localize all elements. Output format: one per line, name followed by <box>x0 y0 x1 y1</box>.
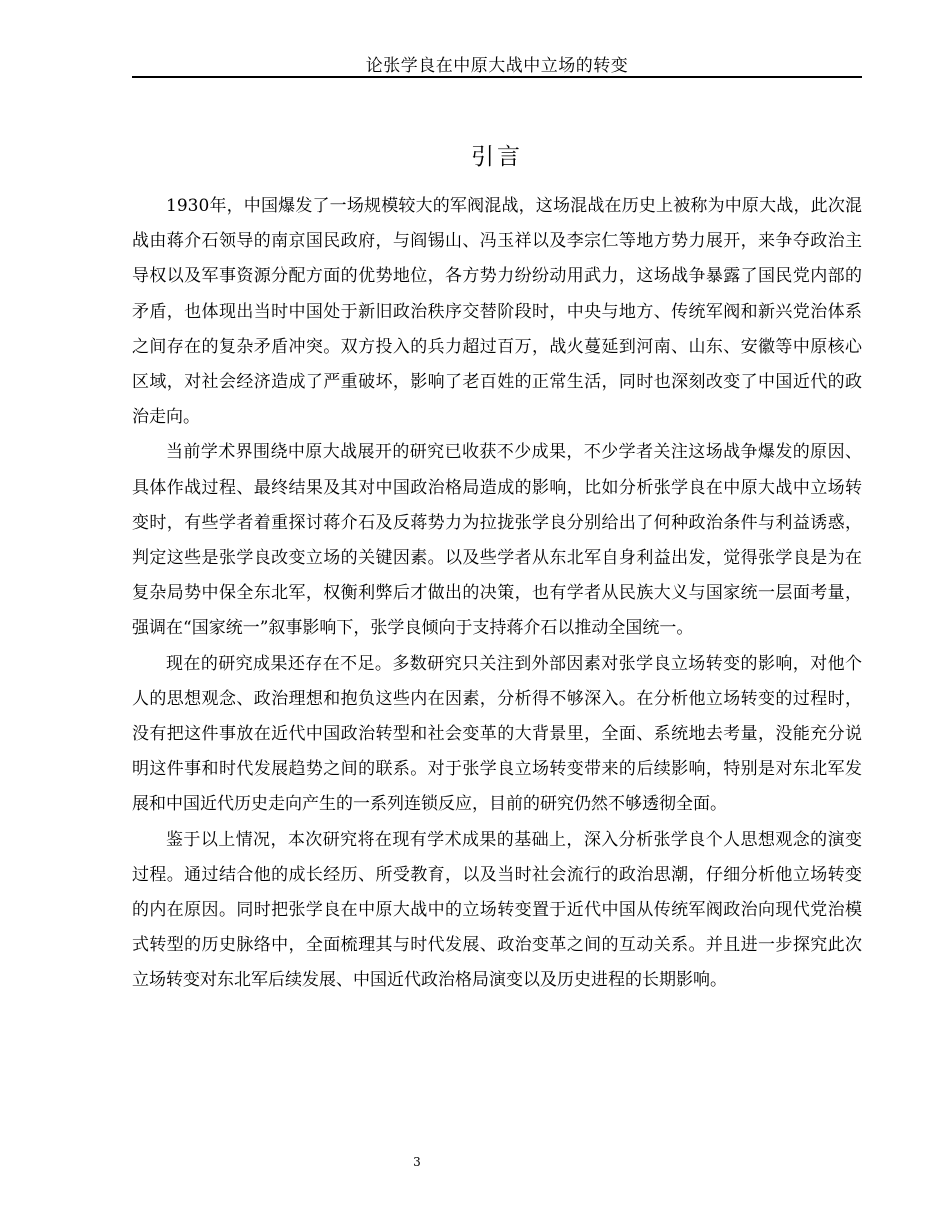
running-header-title: 论张学良在中原大战中立场的转变 <box>365 56 629 76</box>
section-title: 引言 <box>471 144 523 170</box>
body-text <box>132 189 862 999</box>
paragraph: 现在的研究成果还存在不足。多数研究只关注到外部因素对张学良立场转变的影响，对他个人的思想观念、政治理想和抱负这些内在因素，分析得不够深入。在分析他立场转变的过程时，没有把这件事放在近代中国政治转型和社会变革的大背景里，全面、系统地去考量，没能充分说明这件事和时代发展趋势之间的联系。对于张学良立场转变带来的后续影响，特别是对东北军发展和中国近代历史走向产生的一系列连锁反应，目前的研究仍然不够透彻全面。 <box>132 653 862 815</box>
page-number: 3 <box>413 1155 421 1169</box>
paragraph: 鉴于以上情况，本次研究将在现有学术成果的基础上，深入分析张学良个人思想观念的演变过程。通过结合他的成长经历、所受教育，以及当时社会流行的政治思潮，仔细分析他立场转变的内在原因。同时把张学良在中原大战中的立场转变置于近代中国从传统军阀政治向现代党治模式转型的历史脉络中，全面梳理其与时代发展、政治变革之间的互动关系。并且进一步探究此次立场转变对东北军后续发展、中国近代政治格局演变以及历史进程的长期影响。 <box>132 829 862 991</box>
paragraph: 1930年，中国爆发了一场规模较大的军阀混战，这场混战在历史上被称为中原大战，此次混战由蒋介石领导的南京国民政府，与阎锡山、冯玉祥以及李宗仁等地方势力展开，来争夺政治主导权以及军事资源分配方面的优势地位，各方势力纷纷动用武力，这场战争暴露了国民党内部的矛盾，也体现出当时中国处于新旧政治秩序交替阶段时，中央与地方、传统军阀和新兴党治体系之间存在的复杂矛盾冲突。双方投入的兵力超过百万，战火蔓延到河南、山东、安徽等中原核心区域，对社会经济造成了严重破坏，影响了老百姓的正常生活，同时也深刻改变了中国近代的政治走向。 <box>132 196 862 428</box>
header-rule <box>132 76 862 78</box>
paragraph: 当前学术界围绕中原大战展开的研究已收获不少成果，不少学者关注这场战争爆发的原因、具体作战过程、最终结果及其对中国政治格局造成的影响，比如分析张学良在中原大战中立场转变时，有些学者着重探讨蒋介石及反蒋势力为拉拢张学良分别给出了何种政治条件与利益诱惑，判定这些是张学良改变立场的关键因素。以及些学者从东北军自身利益出发，觉得张学良是为在复杂局势中保全东北军，权衡利弊后才做出的决策，也有学者从民族大义与国家统一层面考量，强调在“国家统一”叙事影响下，张学良倾向于支持蒋介石以推动全国统一。 <box>132 442 862 639</box>
